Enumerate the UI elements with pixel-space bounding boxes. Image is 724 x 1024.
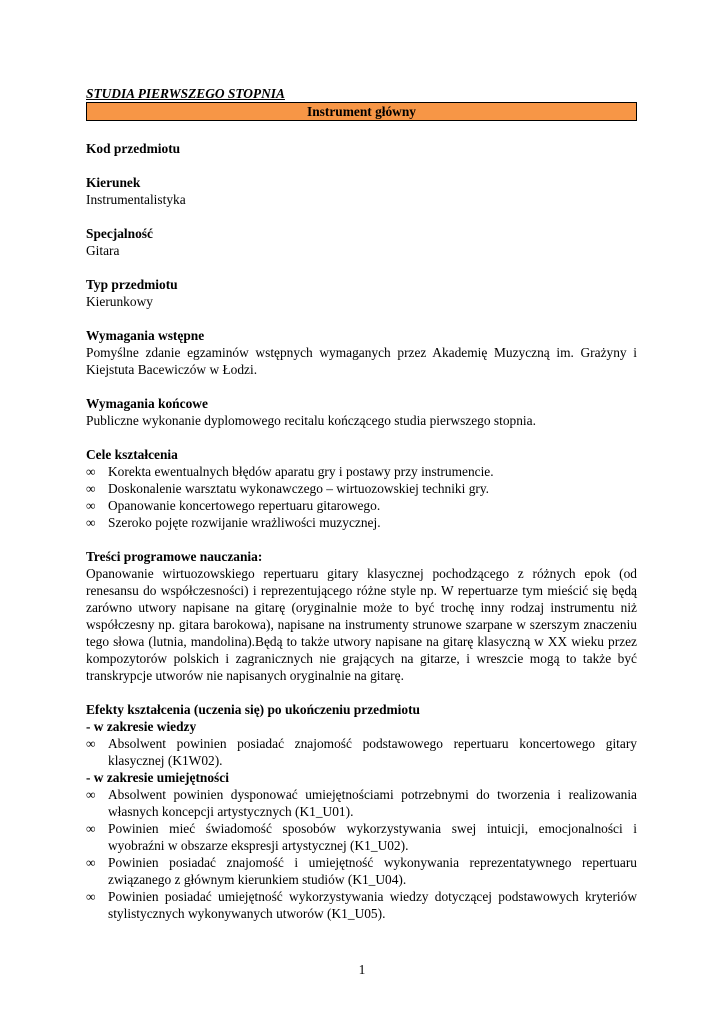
- infinity-bullet-icon: ∞: [86, 464, 96, 479]
- field-value: Publiczne wykonanie dyplomowego recitalu kończącego studia pierwszego stopnia.: [86, 413, 536, 428]
- infinity-bullet-icon: ∞: [86, 481, 96, 496]
- field-kierunek: [86, 174, 637, 208]
- tresci-label: Treści programowe nauczania:: [86, 549, 263, 564]
- list-item: ∞ Doskonalenie warsztatu wykonawczego – wirtuozowskiej techniki gry.: [86, 481, 490, 496]
- infinity-bullet-icon: ∞: [86, 498, 96, 513]
- page-number: 1: [358, 962, 366, 977]
- field-label: Wymagania wstępne: [86, 328, 205, 343]
- field-label: Wymagania końcowe: [86, 396, 208, 411]
- infinity-bullet-icon: ∞: [86, 889, 96, 904]
- umiejetnosci-subheading: - w zakresie umiejętności: [86, 770, 229, 785]
- list-item: ∞ Powinien posiadać umiejętność wykorzystywania wiedzy dotyczącej podstawowych kryteriów stylistycznych wykonywanych utworów (K1_U05).: [86, 889, 637, 921]
- field-value: Kierunkowy: [86, 294, 153, 309]
- list-item: ∞ Opanowanie koncertowego repertuaru gitarowego.: [86, 498, 381, 513]
- list-item: ∞ Absolwent powinien dysponować umiejętnościami potrzebnymi do tworzenia i realizowania własnych koncepcji artystycznych (K1_U01).: [86, 787, 637, 819]
- infinity-bullet-icon: ∞: [86, 855, 96, 870]
- list-item: ∞ Szeroko pojęte rozwijanie wrażliwości muzycznej.: [86, 515, 381, 530]
- infinity-bullet-icon: ∞: [86, 736, 96, 751]
- field-value: Pomyślne zdanie egzaminów wstępnych wymaganych przez Akademię Muzyczną im. Grażyny i Kiejstuta Bacewiczów w Łodzi.: [86, 345, 637, 377]
- list-item: ∞ Powinien posiadać znajomość i umiejętność wykonywania reprezentatywnego repertuaru związanego z głównym kierunkiem studiów (K1_U04).: [86, 855, 637, 887]
- umiejetnosci-list: [86, 786, 637, 922]
- field-value: Instrumentalistyka: [86, 192, 186, 207]
- document-page: [86, 85, 637, 922]
- tresci-section: [86, 548, 637, 684]
- infinity-bullet-icon: ∞: [86, 787, 96, 802]
- field-wymagania-koncowe: [86, 395, 637, 429]
- field-wymagania-wstepne: [86, 327, 637, 378]
- cele-list: [86, 463, 637, 531]
- cele-label: Cele kształcenia: [86, 447, 178, 462]
- field-label: Specjalność: [86, 226, 153, 241]
- list-item: ∞ Absolwent powinien posiadać znajomość podstawowego repertuaru koncertowego gitary klasycznej (K1W02).: [86, 736, 637, 768]
- field-label: Kod przedmiotu: [86, 141, 181, 156]
- study-level-title: STUDIA PIERWSZEGO STOPNIA: [86, 86, 285, 101]
- infinity-bullet-icon: ∞: [86, 821, 96, 836]
- field-kod: [86, 140, 637, 157]
- infinity-bullet-icon: ∞: [86, 515, 96, 530]
- course-banner: Instrument główny: [86, 102, 637, 121]
- efekty-section: [86, 701, 637, 922]
- tresci-text: Opanowanie wirtuozowskiego repertuaru gitary klasycznej pochodzącego z różnych epok (od renesansu do współczesności) i reprezentującego różne style np. W repertuarze tym mieścić się będą zarówno utwory napisane na gitarę (oryginalnie może to być trochę inny rodzaj instrumentu niż współczesny np. gitara barokowa), napisane na instrumenty strunowe szarpane w szerszym znaczeniu tego słowa (lutnia, mandolina).Będą to także utwory napisane na gitarę klasyczną w XX wieku przez kompozytorów polskich i zagranicznych nie grających na gitarze, i wreszcie mogą to także być transkrypcje utworów nie napisanych oryginalnie na gitarę.: [86, 566, 637, 683]
- cele-section: [86, 446, 637, 531]
- field-label: Kierunek: [86, 175, 141, 190]
- field-typ: [86, 276, 637, 310]
- list-item: ∞ Korekta ewentualnych błędów aparatu gry i postawy przy instrumencie.: [86, 464, 494, 479]
- field-value: Gitara: [86, 243, 120, 258]
- wiedza-list: [86, 735, 637, 769]
- list-item: ∞ Powinien mieć świadomość sposobów wykorzystywania swej intuicji, emocjonalności i wyobraźni w obszarze ekspresji artystycznej (K1_U02).: [86, 821, 637, 853]
- efekty-label: Efekty kształcenia (uczenia się) po ukończeniu przedmiotu: [86, 702, 421, 717]
- field-label: Typ przedmiotu: [86, 277, 178, 292]
- wiedza-subheading: - w zakresie wiedzy: [86, 719, 197, 734]
- field-specjalnosc: [86, 225, 637, 259]
